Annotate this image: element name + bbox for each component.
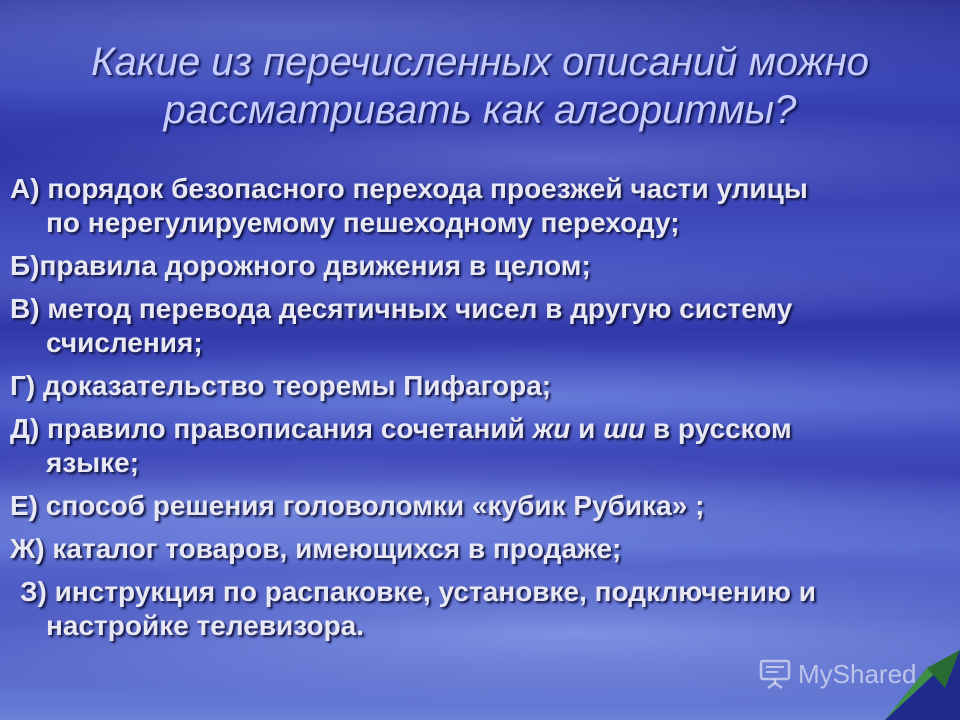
slide-title [40,38,920,134]
page-curl-icon[interactable] [865,650,960,720]
item-d-text-post: в русском [645,413,792,444]
list-item-a [10,172,950,240]
list-item-z [10,575,950,643]
item-zh-line-1: Ж) каталог товаров, имеющихся в продаже; [10,533,622,564]
watermark-text: MyShared [798,658,917,689]
item-z-line-1: З) инструкция по распаковке, установке, подключению и [20,576,816,607]
list-item-d [10,412,950,480]
item-d-line-1 [10,412,950,446]
item-v-line-2: счисления; [46,327,203,358]
list-item-g [10,369,950,403]
options-list [10,172,950,652]
list-item-v [10,292,950,360]
item-d-em-zhi: жи [532,413,571,444]
presentation-board-icon [758,658,792,690]
item-d-line-2: языке; [46,447,140,478]
list-item-e [10,489,950,523]
title-line-1: Какие из перечисленных описаний можно [90,40,870,84]
list-item-b [10,249,950,283]
title-line-2: рассматривать как алгоритмы? [163,88,797,132]
item-b-line-1: Б)правила дорожного движения в целом; [10,250,591,281]
item-a-line-2: по нерегулируемому пешеходному переходу; [46,207,680,238]
item-a-line-1: А) порядок безопасного перехода проезжей части улицы [10,173,808,204]
item-d-text-mid: и [570,413,604,444]
item-z-line-2: настройке телевизора. [46,610,365,641]
item-d-em-shi: ши [603,413,646,444]
list-item-zh [10,532,950,566]
item-g-line-1: Г) доказательство теоремы Пифагора; [10,370,552,401]
item-d-text-pre: Д) правило правописания сочетаний [10,413,533,444]
item-v-line-1: В) метод перевода десятичных чисел в другую систему [10,293,793,324]
item-e-line-1: Е) способ решения головоломки «кубик Рубика» ; [10,490,705,521]
